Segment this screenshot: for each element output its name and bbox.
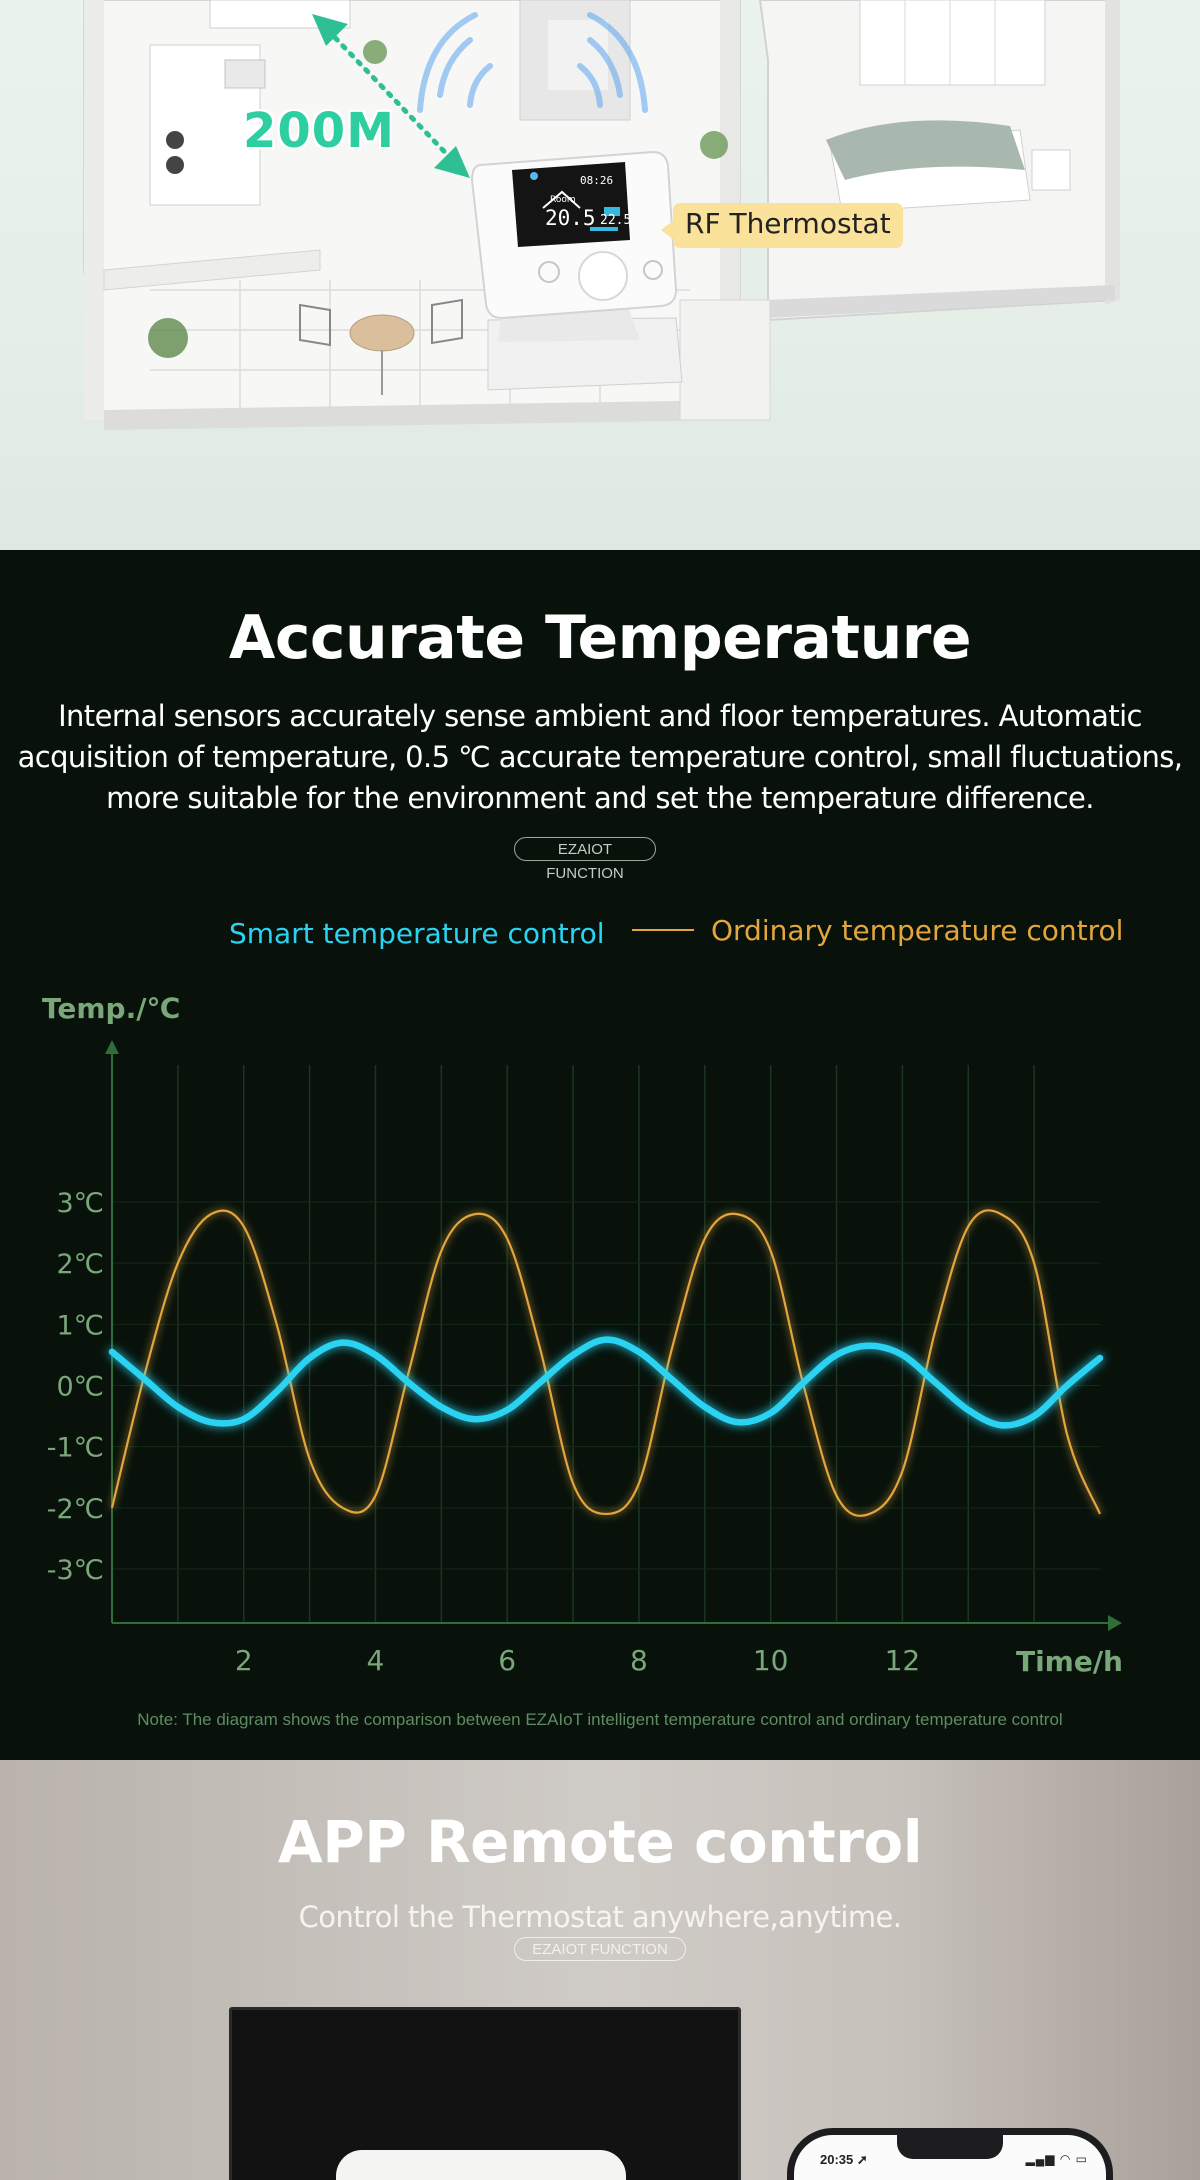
thermostat-device: [472, 152, 676, 318]
phone-time: 20:35 ➚: [820, 2152, 868, 2167]
section-description: Internal sensors accurately sense ambient and floor temperatures. Automatic acquisition of temperature, 0.5 ℃ accurate temperature control, small fluctuations, more suitable for the environment and set the temperature difference.: [17, 699, 1183, 815]
thermostat-time: 08:26: [580, 174, 614, 187]
y-axis-title: Temp./℃: [42, 992, 181, 1025]
thermostat-main-temp: 20.5: [545, 206, 596, 230]
series-line-smart: [112, 1340, 1100, 1426]
floorplan-illustration: [0, 0, 1200, 550]
x-tick-label: 2: [234, 1644, 253, 1677]
app-title-bold: APP Remote: [277, 1808, 675, 1876]
x-tick-label: 10: [752, 1644, 789, 1677]
y-tick-label: -3℃: [46, 1555, 104, 1586]
range-label: 200M: [243, 103, 395, 159]
y-axis-arrow: [105, 1040, 119, 1054]
app-section-title: [0, 1808, 1200, 1876]
legend-label-ordinary: Ordinary temperature control: [711, 914, 1124, 947]
x-tick-label: 8: [630, 1644, 648, 1677]
phone-notch: [897, 2135, 1003, 2159]
thermostat-set-temp: 22.5: [600, 213, 632, 228]
legend-label-smart: Smart temperature control: [229, 917, 605, 950]
accurate-temperature-section: [0, 550, 1200, 1760]
chart-axes: [105, 1040, 1122, 1631]
x-tick-label: 4: [366, 1644, 385, 1677]
chart-legend: [156, 914, 1123, 950]
x-axis-arrow: [1108, 1615, 1122, 1631]
chart-labels: [42, 992, 1123, 1678]
app-remote-section: [0, 1760, 1200, 2180]
y-tick-label: -2℃: [46, 1493, 104, 1525]
x-tick-label: 6: [498, 1644, 517, 1677]
chart-series: [112, 1210, 1100, 1516]
chart-grid: [112, 1065, 1100, 1623]
app-title-regular: control: [694, 1808, 923, 1876]
y-tick-label: 1℃: [56, 1310, 104, 1342]
chart-note: Note: The diagram shows the comparison between EZAIoT intelligent temperature control and ordinary temperature control: [137, 1710, 1063, 1729]
x-tick-label: 12: [884, 1644, 921, 1677]
function-badge: EZAIOT FUNCTION: [514, 837, 656, 861]
phone-status-icons: ▂▄▆ ◠ ▭: [1025, 2152, 1088, 2166]
floorplan-drawing: [0, 0, 1200, 550]
y-tick-label: 0℃: [56, 1371, 104, 1403]
smartphone-image: [787, 2128, 1113, 2180]
y-tick-label: 2℃: [56, 1249, 104, 1281]
thermostat-room-label: Room: [550, 195, 576, 205]
x-axis-title: Time/h: [1015, 1645, 1123, 1678]
thermostat-device-image: [336, 2150, 626, 2180]
section-title: Accurate Temperature: [228, 603, 972, 673]
y-tick-label: -1℃: [46, 1432, 104, 1464]
app-section-subtitle: Control the Thermostat anywhere,anytime.: [298, 1900, 902, 1934]
app-function-badge: EZAIOT FUNCTION: [514, 1937, 686, 1961]
rf-thermostat-tag: RF Thermostat: [673, 203, 903, 248]
series-line-ordinary: [112, 1210, 1100, 1516]
y-tick-label: 3℃: [56, 1188, 104, 1219]
temperature-comparison-chart: [0, 550, 1200, 1760]
